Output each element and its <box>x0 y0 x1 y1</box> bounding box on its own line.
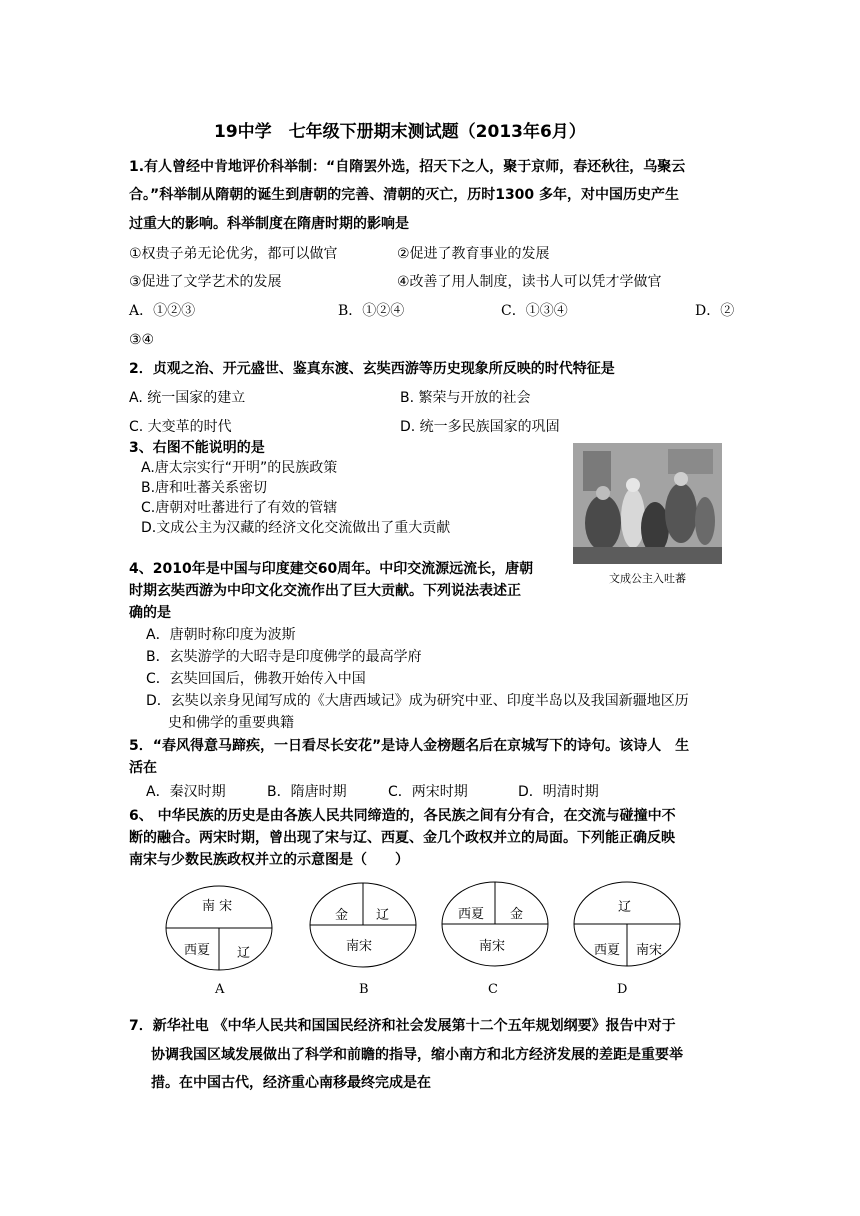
q6-c-letter: C <box>488 982 498 997</box>
q4-option-a: A．唐朝时称印度为波斯 <box>146 627 296 643</box>
q2-stem: 2．贞观之治、开元盛世、鉴真东渡、玄奘西游等历史现象所反映的时代特征是 <box>129 361 615 377</box>
q7-stem-line-2: 协调我国区域发展做出了科学和前瞻的指导，缩小南方和北方经济发展的差距是重要举 <box>151 1047 683 1063</box>
q6-d-label-1: 辽 <box>618 900 632 915</box>
q1-item-2: ②促进了教育事业的发展 <box>397 246 550 262</box>
q7-stem-line-3: 措。在中国古代，经济重心南移最终完成是在 <box>151 1075 431 1091</box>
q4-stem-line-1: 4、2010年是中国与印度建交60周年。中印交流源远流长，唐朝 <box>129 561 534 577</box>
q1-option-d-cont: ③④ <box>129 332 155 348</box>
q4-stem-line-2: 时期玄奘西游为中印文化交流作出了巨大贡献。下列说法表述正 <box>129 583 521 599</box>
q2-option-b: B. 繁荣与开放的社会 <box>400 390 531 406</box>
q3-option-b: B.唐和吐蕃关系密切 <box>141 480 268 496</box>
q2-option-d: D. 统一多民族国家的巩固 <box>400 419 560 435</box>
q5-stem-line-2: 活在 <box>129 760 157 776</box>
q3-option-a: A.唐太宗实行“开明”的民族政策 <box>141 460 338 476</box>
q7-stem-line-1: 7．新华社电 《中华人民共和国国民经济和社会发展第十二个五年规划纲要》报告中对于 <box>129 1018 676 1034</box>
princess-wencheng-painting <box>573 443 722 564</box>
q1-stem-line-3: 过重大的影响。科举制度在隋唐时期的影响是 <box>129 216 409 232</box>
q4-option-d-cont: 史和佛学的重要典籍 <box>168 715 294 731</box>
q3-option-c: C.唐朝对吐蕃进行了有效的管辖 <box>141 500 338 516</box>
q1-item-4: ④改善了用人制度，读书人可以凭才学做官 <box>397 274 662 290</box>
q5-stem-line-1: 5．“春风得意马蹄疾，一日看尽长安花”是诗人金榜题名后在京城写下的诗句。该诗人 生 <box>129 738 690 754</box>
q6-c-label-1: 西夏 <box>458 907 485 922</box>
q3-option-d: D.文成公主为汉藏的经济文化交流做出了重大贡献 <box>141 520 451 536</box>
q6-c-label-2: 金 <box>510 907 524 922</box>
q1-item-1: ①权贵子弟无论优劣，都可以做官 <box>129 246 338 262</box>
q6-stem-line-3: 南宋与少数民族政权并立的示意图是（ ） <box>129 852 409 868</box>
painting-illustration <box>573 443 722 564</box>
q5-option-d: D．明清时期 <box>518 784 599 800</box>
q5-option-c: C．两宋时期 <box>388 784 468 800</box>
q3-figure-caption: 文成公主入吐蕃 <box>609 572 686 585</box>
q5-option-a: A．秦汉时期 <box>146 784 226 800</box>
q4-option-b: B．玄奘游学的大昭寺是印度佛学的最高学府 <box>146 649 422 665</box>
q1-option-a: A．①②③ <box>129 303 196 319</box>
q6-diagram-b <box>308 881 418 971</box>
q1-option-c: C．①③④ <box>501 303 568 319</box>
q6-b-label-2: 辽 <box>376 908 390 923</box>
q4-option-d: D．玄奘以亲身见闻写成的《大唐西域记》成为研究中亚、印度半岛以及我国新疆地区历 <box>146 693 689 709</box>
q6-b-letter: B <box>359 982 369 997</box>
q6-diagram-d <box>572 880 682 970</box>
q6-b-label-1: 金 <box>335 908 349 923</box>
q6-a-label-2: 西夏 <box>184 943 211 958</box>
page-title: 19中学 七年级下册期末测试题（2013年6月） <box>214 122 586 142</box>
q1-stem-line-1: 1.有人曾经中肯地评价科举制：“自隋罢外选，招天下之人，聚于京师，春还秋往，乌聚云 <box>129 159 686 175</box>
q2-option-c: C. 大变革的时代 <box>129 419 232 435</box>
q6-a-label-3: 辽 <box>237 946 251 961</box>
q6-c-label-3: 南宋 <box>479 939 506 954</box>
q6-d-label-3: 南宋 <box>636 943 663 958</box>
q1-stem-line-2: 合。”科举制从隋朝的诞生到唐朝的完善、清朝的灭亡，历时1300 多年，对中国历史产生 <box>129 187 680 203</box>
q5-option-b: B．隋唐时期 <box>267 784 347 800</box>
q6-a-label-1: 南 宋 <box>202 899 233 914</box>
q6-stem-line-1: 6、 中华民族的历史是由各族人民共同缔造的，各民族之间有分有合，在交流与碰撞中不 <box>129 808 676 824</box>
q1-option-d: D．② <box>695 303 735 319</box>
q6-diagram-c <box>440 880 550 970</box>
q6-d-label-2: 西夏 <box>594 943 621 958</box>
q1-item-3: ③促进了文学艺术的发展 <box>129 274 282 290</box>
q4-option-c: C．玄奘回国后，佛教开始传入中国 <box>146 671 366 687</box>
q6-stem-line-2: 断的融合。两宋时期，曾出现了宋与辽、西夏、金几个政权并立的局面。下列能正确反映 <box>129 830 675 846</box>
q6-a-letter: A <box>215 982 225 997</box>
q6-b-label-3: 南宋 <box>346 939 373 954</box>
q2-option-a: A. 统一国家的建立 <box>129 390 246 406</box>
q6-d-letter: D <box>617 982 628 997</box>
q3-stem: 3、右图不能说明的是 <box>129 440 265 456</box>
q1-option-b: B．①②④ <box>338 303 405 319</box>
q4-stem-line-3: 确的是 <box>129 605 171 621</box>
